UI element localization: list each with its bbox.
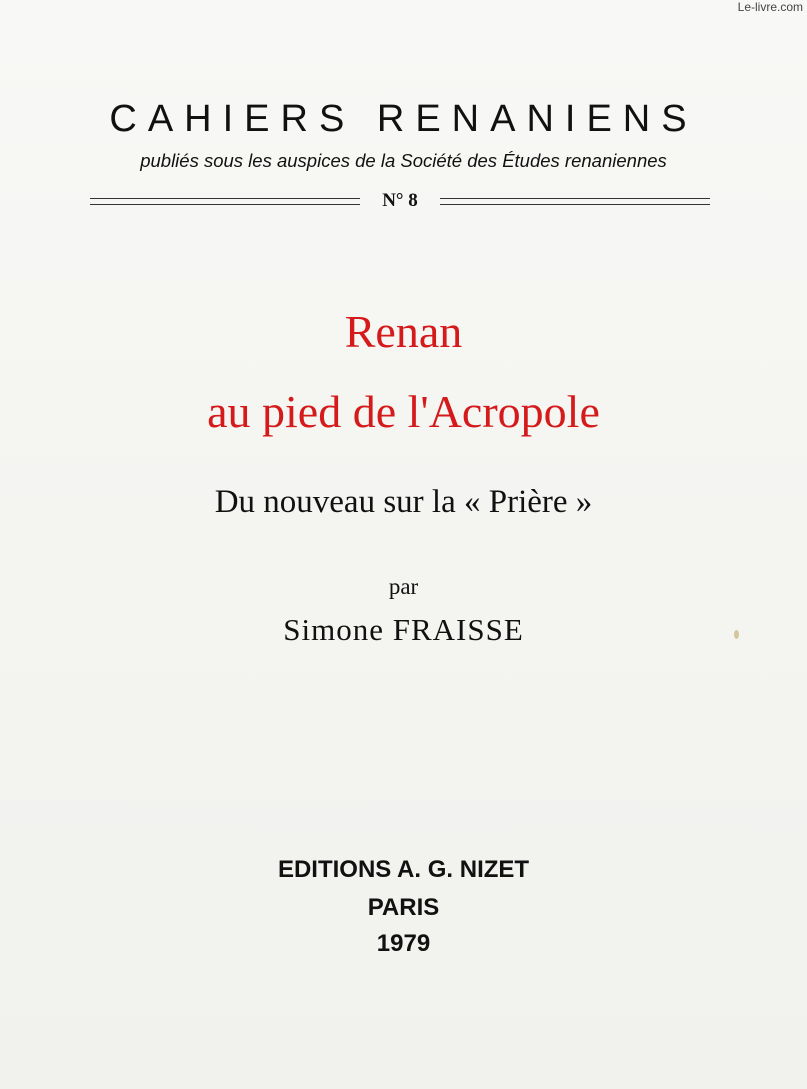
right-double-rule	[440, 198, 710, 205]
publication-year: 1979	[376, 930, 431, 957]
paper-speck	[734, 630, 739, 639]
publisher-name: EDITIONS A. G. NIZET	[277, 856, 530, 883]
left-double-rule	[90, 198, 360, 205]
publisher-city: PARIS	[367, 894, 440, 921]
watermark: Le-livre.com	[737, 0, 803, 14]
series-title: CAHIERS RENANIENS	[109, 98, 698, 140]
series-subtitle: publiés sous les auspices de la Société des Études renaniennes	[140, 150, 667, 171]
author-name: Simone FRAISSE	[283, 612, 524, 647]
book-title-line-1: Renan	[344, 306, 463, 357]
book-title-line-2: au pied de l'Acropole	[207, 386, 600, 437]
by-label: par	[388, 574, 419, 599]
issue-number: N° 8	[382, 190, 418, 211]
book-subtitle: Du nouveau sur la « Prière »	[214, 484, 593, 520]
issue-number-row	[90, 188, 710, 214]
